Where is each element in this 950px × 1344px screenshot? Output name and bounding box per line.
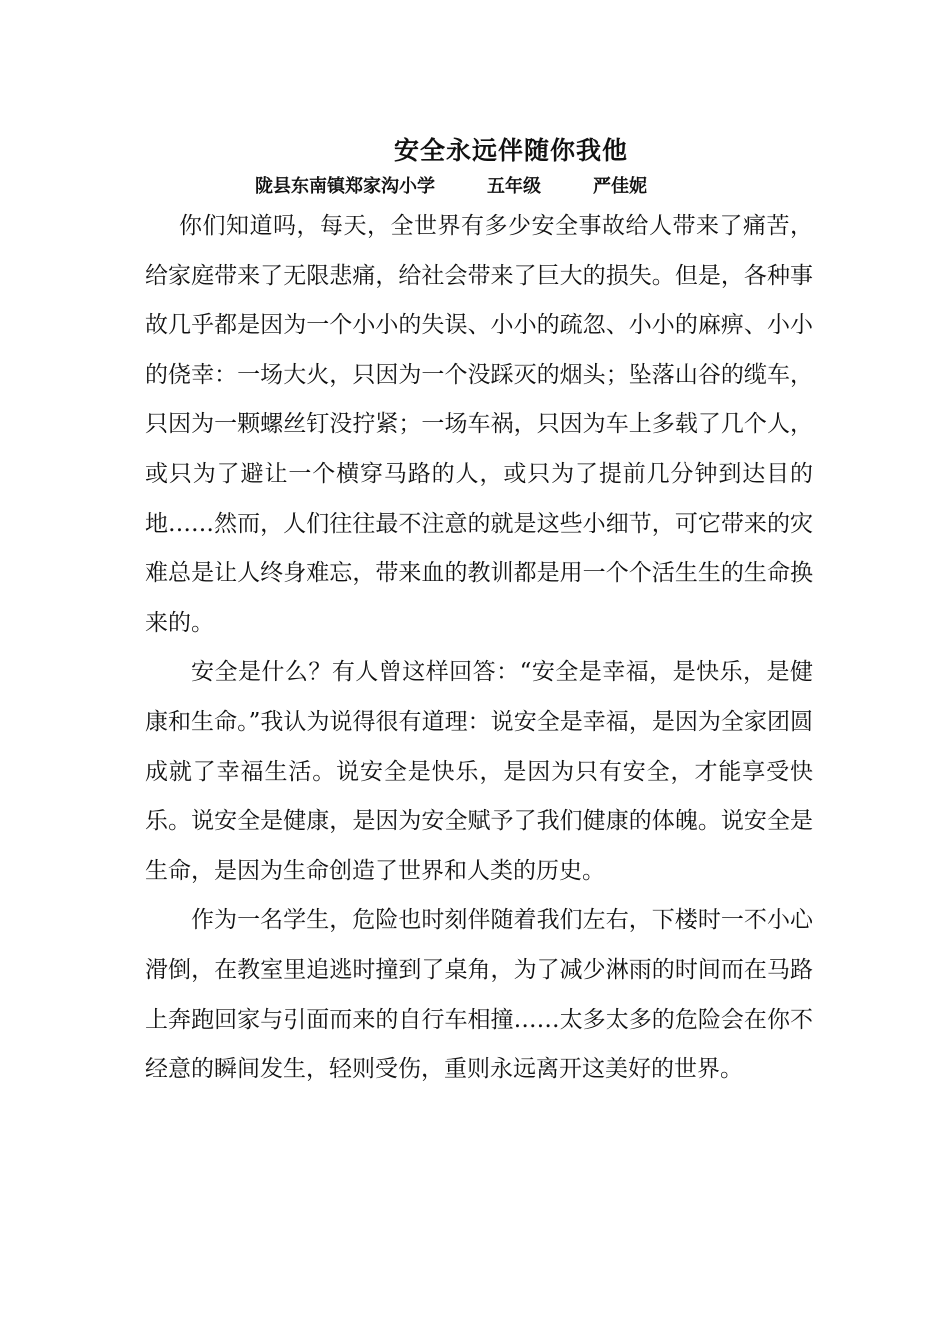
byline-school: 陇县东南镇郑家沟小学 [255, 176, 435, 197]
byline [255, 172, 647, 198]
paragraph-2: 安全是什么？有人曾这样回答：“安全是幸福，是快乐，是健康和生命。”我认为说得很有道理：说安全是幸福，是因为全家团圆成就了幸福生活。说安全是快乐，是因为只有安全，才能享受快乐。说安全是健康，是因为安全赋予了我们健康的体魄。说安全是生命，是因为生命创造了世界和人类的历史。 [145, 659, 813, 884]
paragraph-1: 你们知道吗，每天，全世界有多少安全事故给人带来了痛苦，给家庭带来了无限悲痛，给社会带来了巨大的损失。但是，各种事故几乎都是因为一个小小的失误、小小的疏忽、小小的麻痹、小小的侥幸：一场大火，只因为一个没踩灭的烟头；坠落山谷的缆车，只因为一颗螺丝钉没拧紧；一场车祸，只因为车上多载了几个人，或只为了避让一个横穿马路的人，或只为了提前几分钟到达目的地……然而，人们往往最不注意的就是这些小细节，可它带来的灾难总是让人终身难忘，带来血的教训都是用一个个活生生的生命换来的。 [145, 213, 813, 636]
byline-author: 严佳妮 [593, 176, 647, 197]
byline-grade: 五年级 [487, 176, 541, 197]
document-title: 安全永远伴随你我他 [393, 136, 628, 165]
paragraph-3: 作为一名学生，危险也时刻伴随着我们左右，下楼时一不小心滑倒，在教室里追逃时撞到了桌角，为了减少淋雨的时间而在马路上奔跑回家与引面而来的自行车相撞……太多太多的危险会在你不经意的瞬间发生，轻则受伤，重则永远离开这美好的世界。 [145, 907, 813, 1083]
document-body [145, 200, 813, 1095]
